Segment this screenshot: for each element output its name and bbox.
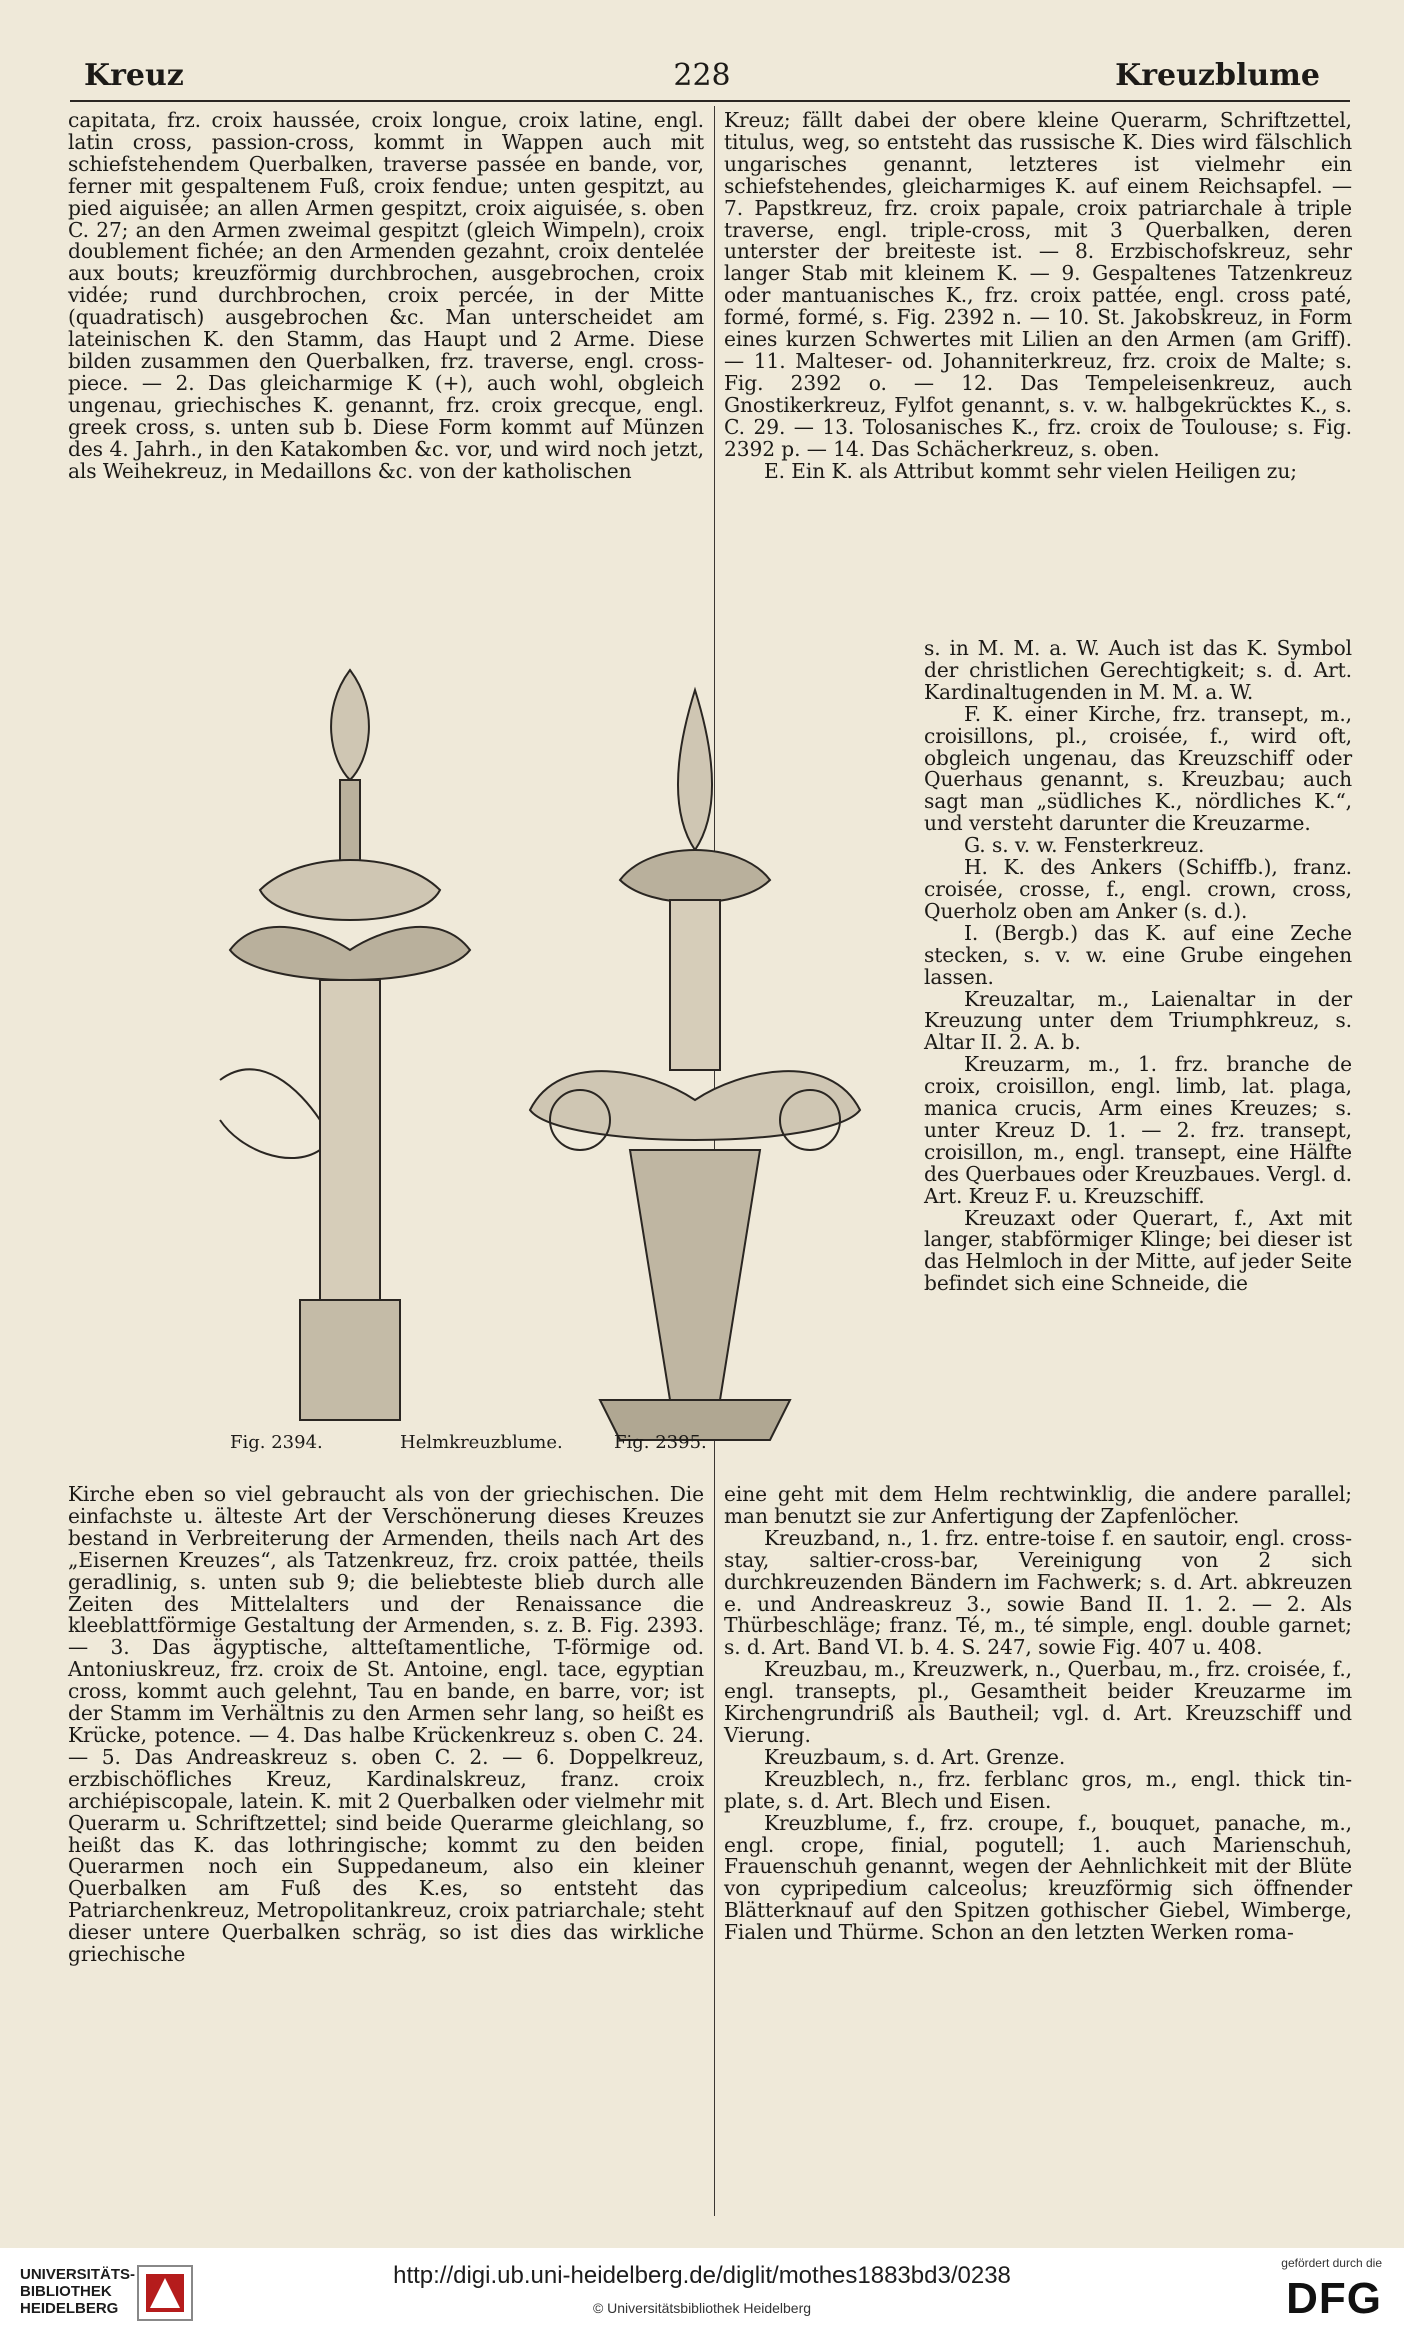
finial-figure-2395 <box>530 690 860 1440</box>
copyright-notice: © Universitätsbibliothek Heidelberg <box>592 2300 812 2316</box>
entry-kreuzarm: Kreuzarm, m., 1. frz. branche de croix, croisillon, engl. limb, lat. plaga, manica crucis, Arm eines Kreuzes; s. unter Kreuz D. 1. — 2. frz. transept, croisillon, m., engl. transept, eine Hälfte des Querbaues oder Kreuzbaues. Vergl. d. Art. Kreuz F. u. Kreuzschiff. <box>924 1052 1352 1208</box>
caption-fig-2394: Fig. 2394. <box>230 1432 323 1453</box>
caption-fig-2395: Fig. 2395. <box>614 1432 707 1453</box>
library-line: BIBLIOTHEK <box>20 2283 112 2300</box>
paragraph: s. in M. M. a. W. Auch ist das K. Symbol der christlichen Gerechtigkeit; s. d. Art. Kardinaltugenden in M. M. a. W. <box>924 636 1352 704</box>
text-column-left-bottom <box>68 1484 704 1966</box>
text-column-right-bottom <box>724 1484 1352 1944</box>
paragraph: capitata, frz. croix haussée, croix longue, croix latine, engl. latin cross, passion-cross, kommt in Wappen auch mit schiefstehendem Querbalken, traverse passée en bande, vor, ferner mit gespaltenem Fuß, croix fendue; unten gespitzt, au pied aiguisée; an allen Armen gespitzt, croix aiguisée, s. oben C. 27; an den Armen zweimal gespitzt (gleich Wimpeln), croix doublement fichée; an den Armenden gezahnt, croix dentelée aux bouts; kreuzförmig durchbrochen, ausgebrochen, croix vidée; rund durchbrochen, croix percée, in der Mitte (quadratisch) ausgebrochen &c. Man unterscheidet am lateinischen K. den Stamm, das Haupt und 2 Arme. Diese bilden zusammen den Querbalken, frz. traverse, engl. cross-piece. — 2. Das gleicharmige K (+), auch wohl, obgleich ungenau, griechisches K. genannt, frz. croix grecque, engl. greek cross, s. unten sub b. Diese Form kommt auf Münzen des 4. Jahrh., in den Katakomben &c. vor, und wird noch jetzt, als Weihekreuz, in Medaillons &c. von der katholischen <box>68 108 704 483</box>
permalink-url[interactable]: http://digi.ub.uni-heidelberg.de/diglit/mothes1883bd3/0238 <box>393 2262 1011 2289</box>
library-line: UNIVERSITÄTS- <box>20 2266 136 2283</box>
entry-kreuzblech: Kreuzblech, n., frz. ferblanc gros, m., engl. thick tin-plate, s. d. Art. Blech und Eisen. <box>724 1766 1352 1813</box>
text-column-right-top <box>724 110 1352 482</box>
paragraph: G. s. v. w. Fensterkreuz. <box>964 833 1205 858</box>
paragraph: eine geht mit dem Helm rechtwinklig, die andere parallel; man benutzt sie zur Anfertigung der Zapfenlöcher. <box>724 1482 1352 1528</box>
paragraph: I. (Bergb.) das K. auf eine Zeche stecken, s. v. w. eine Grube eingehen lassen. <box>924 920 1352 989</box>
paragraph: Kreuz; fällt dabei der obere kleine Querarm, Schriftzettel, titulus, weg, so entsteht das russische K. Dies wird fälschlich ungarisches genannt, letzteres ist vielmehr ein schiefstehendes, gleicharmiges K. auf einem Reichsapfel. — 7. Papstkreuz, frz. croix papale, croix patriarchale à triple traverse, engl. triple-cross, mit 3 Querbalken, deren unterster der breiteste ist. — 8. Erzbischofskreuz, sehr langer Stab mit kleinem K. — 9. Gespaltenes Tatzenkreuz oder mantuanisches K., frz. croix pattée, engl. cross paté, formé, formé, s. Fig. 2392 n. — 10. St. Jakobskreuz, in Form eines kurzen Schwertes mit Lilien an den Armen (am Griff). — 11. Malteser- od. Johanniterkreuz, frz. croix de Malte; s. Fig. 2392 o. — 12. Das Tempeleisenkreuz, auch Gnostikerkreuz, Fylfot genannt, s. v. w. halbgekrücktes K., s. C. 29. — 13. Tolosanisches K., frz. croix de Toulouse; s. Fig. 2392 p. — 14. Das Schächerkreuz, s. oben. <box>724 108 1352 461</box>
paragraph: F. K. einer Kirche, frz. transept, m., croisillons, pl., croisée, f., wird oft, obgleich ungenau, das Kreuzschiff oder Querhaus genannt, s. Kreuzbau; auch sagt man „südliches K., nördliches K.“, und versteht darunter die Kreuzarme. <box>924 701 1352 836</box>
entry-kreuzaltar: Kreuzaltar, m., Laienaltar in der Kreuzung unter dem Triumphkreuz, s. Altar II. 2. A. b. <box>924 986 1352 1055</box>
running-header <box>70 58 1334 102</box>
header-rule <box>70 100 1350 102</box>
header-left-keyword: Kreuz <box>84 58 184 93</box>
paragraph: H. K. des Ankers (Schiffb.), franz. croisée, crosse, f., engl. crown, cross, Querholz oben am Anker (s. d.). <box>924 855 1352 923</box>
text-column-left-top <box>68 110 704 482</box>
viewer-footer <box>0 2248 1404 2330</box>
finial-illustrations <box>200 650 910 1450</box>
library-line: HEIDELBERG <box>20 2300 119 2317</box>
paragraph: E. Ein K. als Attribut kommt sehr vielen Heiligen zu; <box>764 458 1297 483</box>
header-right-keyword: Kreuzblume <box>1115 58 1320 93</box>
entry-kreuzbau: Kreuzbau, m., Kreuzwerk, n., Querbau, m., frz. croisée, f., engl. transepts, pl., Gesamtheit beider Kreuzarme im Kirchengrundriß als Bautheil; vgl. d. Art. Kreuzschiff und Vierung. <box>724 1657 1352 1747</box>
entry-kreuzband: Kreuzband, n., 1. frz. entre-toise f. en sautoir, engl. cross-stay, saltier-cross-bar, Vereinigung von 2 sich durchkreuzenden Bändern im Fachwerk; s. d. Art. abkreuzen e. und Andreaskreuz 3., sowie Band II. 1. 2. — 2. Als Thürbeschläge; franz. Té, m., té simple, engl. double garnet; s. d. Art. Band VI. b. 4. S. 247, sowie Fig. 407 u. 408. <box>724 1525 1352 1660</box>
dfg-logo: DFG <box>1286 2274 1382 2323</box>
page-number: 228 <box>673 58 731 93</box>
entry-kreuzbaum: Kreuzbaum, s. d. Art. Grenze. <box>764 1744 1066 1769</box>
paragraph: Kirche eben so viel gebraucht als von der griechischen. Die einfachste u. älteste Art der Verschönerung dieses Kreuzes bestand in Verbreiterung der Armenden, theils nach Art des „Eisernen Kreuzes“, als Tatzenkreuz, frz. croix pattée, theils geradlinig, s. unten sub 9; die beliebteste blieb durch alle Zeiten des Mittelalters und der Renaissance die kleeblattförmige Gestaltung der Armenden, s. z. B. Fig. 2393. — 3. Das ägyptische, altteſtamentliche, T-förmige od. Antoniuskreuz, frz. croix de St. Antoine, engl. tace, egyptian cross, kommt auch gelehnt, Tau en bande, en barre, vor; ist der Stamm im Verhältnis zu den Armen sehr lang, so heißt es Krücke, potence. — 4. Das halbe Krückenkreuz s. oben C. 24. — 5. Das Andreaskreuz s. oben C. 2. — 6. Doppelkreuz, erzbischöfliches Kreuz, Kardinalskreuz, franz. croix archiépiscopale, latein. K. mit 2 Querbalken oder vielmehr mit Querarm u. Schriftzettel; sind beide Querarme gleichlang, so heißt das K. das lothringische; kommt zu den beiden Querarmen noch ein Suppedaneum, also ein kleiner Querbalken am Fuß des K.es, so entsteht das Patriarchenkreuz, Metropolitankreuz, croix patriarchale; steht dieser untere Querbalken schräg, so ist dies das wirkliche griechische <box>68 1482 704 1967</box>
entry-kreuzaxt: Kreuzaxt oder Querart, f., Axt mit langer, stabförmiger Klinge; bei dieser ist das Helmloch in der Mitte, auf jeder Seite befindet sich eine Schneide, die <box>924 1205 1352 1296</box>
entry-kreuzblume: Kreuzblume, f., frz. croupe, f., bouquet, panache, m., engl. crope, finial, pogutell; 1. auch Marienschuh, Frauenschuh genannt, wegen der Aehnlichkeit mit der Blüte von cypripedium calceolus; kreuzförmig sich öffnender Blätterknauf auf den Spitzen gothischer Giebel, Wimberge, Fialen und Thürme. Schon an den letzten Werken roma- <box>724 1810 1352 1945</box>
caption-helmkreuzblume: Helmkreuzblume. <box>400 1432 563 1453</box>
funder-note: gefördert durch die <box>1281 2256 1382 2270</box>
finial-figure-2394 <box>220 670 470 1420</box>
text-column-right-middle <box>924 638 1352 1295</box>
